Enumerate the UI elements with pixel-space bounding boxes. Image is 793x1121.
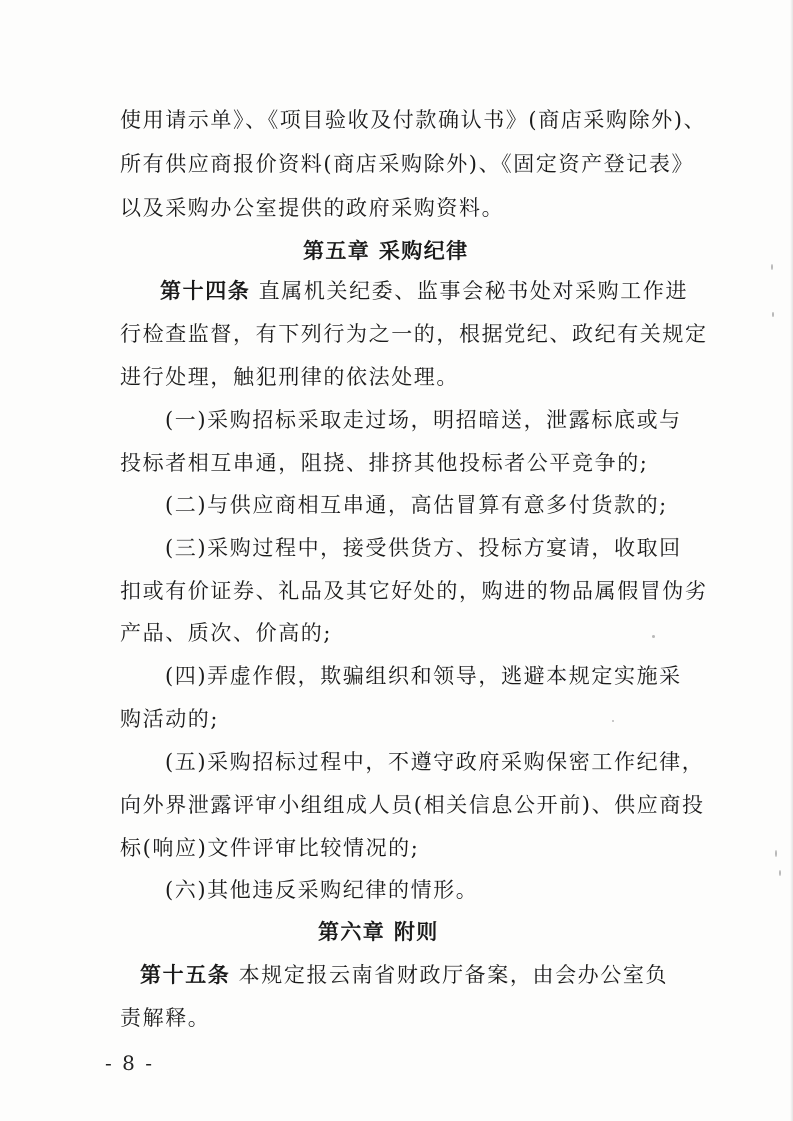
chapter-5-heading: 第五章 采购纪律 [303, 239, 469, 263]
article-14-line-1-text: 直属机关纪委、监事会秘书处对采购工作进 [250, 279, 689, 303]
article-15-line-1-text: 本规定报云南省财政厅备案，由会办公室负 [230, 963, 669, 987]
article-14-line-2: 行检查监督，有下列行为之一的，根据党纪、政纪有关规定 [120, 322, 708, 346]
item-3-line-1: (三)采购过程中，接受供货方、投标方宴请，收取回 [165, 536, 682, 560]
scan-speck [771, 264, 773, 270]
scan-speck [612, 720, 614, 722]
scan-speck [775, 850, 777, 857]
chapter-6-heading: 第六章 附则 [318, 920, 439, 944]
continuation-line-3: 以及采购办公室提供的政府采购资料。 [120, 196, 505, 220]
item-3-line-2: 扣或有价证券、礼品及其它好处的，购进的物品属假冒伪劣 [120, 579, 708, 603]
article-14-lead: 第十四条 [160, 279, 251, 303]
item-5-line-3: 标(响应)文件评审比较情况的; [120, 836, 420, 860]
item-3-line-3: 产品、质次、价高的; [120, 621, 333, 645]
page-number: - 8 - [105, 1051, 154, 1075]
item-4-line-1: (四)弄虚作假，欺骗组织和领导，逃避本规定实施采 [165, 664, 682, 688]
continuation-line-2: 所有供应商报价资料(商店采购除外)、《固定资产登记表》 [120, 152, 695, 176]
article-15-line-1 [140, 961, 668, 989]
article-15-lead: 第十五条 [140, 963, 231, 987]
item-6-line-1: (六)其他违反采购纪律的情形。 [165, 878, 479, 902]
item-5-line-2: 向外界泄露评审小组组成人员(相关信息公开前)、供应商投 [120, 793, 705, 817]
article-14-line-1 [160, 277, 688, 305]
item-2-line-1: (二)与供应商相互串通，高估冒算有意多付货款的; [165, 493, 668, 517]
scan-speck [772, 312, 774, 317]
item-5-line-1: (五)采购招标过程中，不遵守政府采购保密工作纪律， [165, 750, 705, 774]
scan-speck [779, 870, 781, 876]
article-15-line-2: 责解释。 [120, 1006, 211, 1030]
item-1-line-1: (一)采购招标采取走过场，明招暗送，泄露标底或与 [165, 408, 682, 432]
article-14-line-3: 进行处理，触犯刑律的依法处理。 [120, 365, 459, 389]
continuation-line-1: 使用请示单》、《项目验收及付款确认书》(商店采购除外)、 [120, 108, 707, 132]
item-4-line-2: 购活动的; [120, 707, 220, 731]
scan-speck [652, 635, 655, 638]
item-1-line-2: 投标者相互串通，阻挠、排挤其他投标者公平竞争的; [120, 451, 649, 475]
